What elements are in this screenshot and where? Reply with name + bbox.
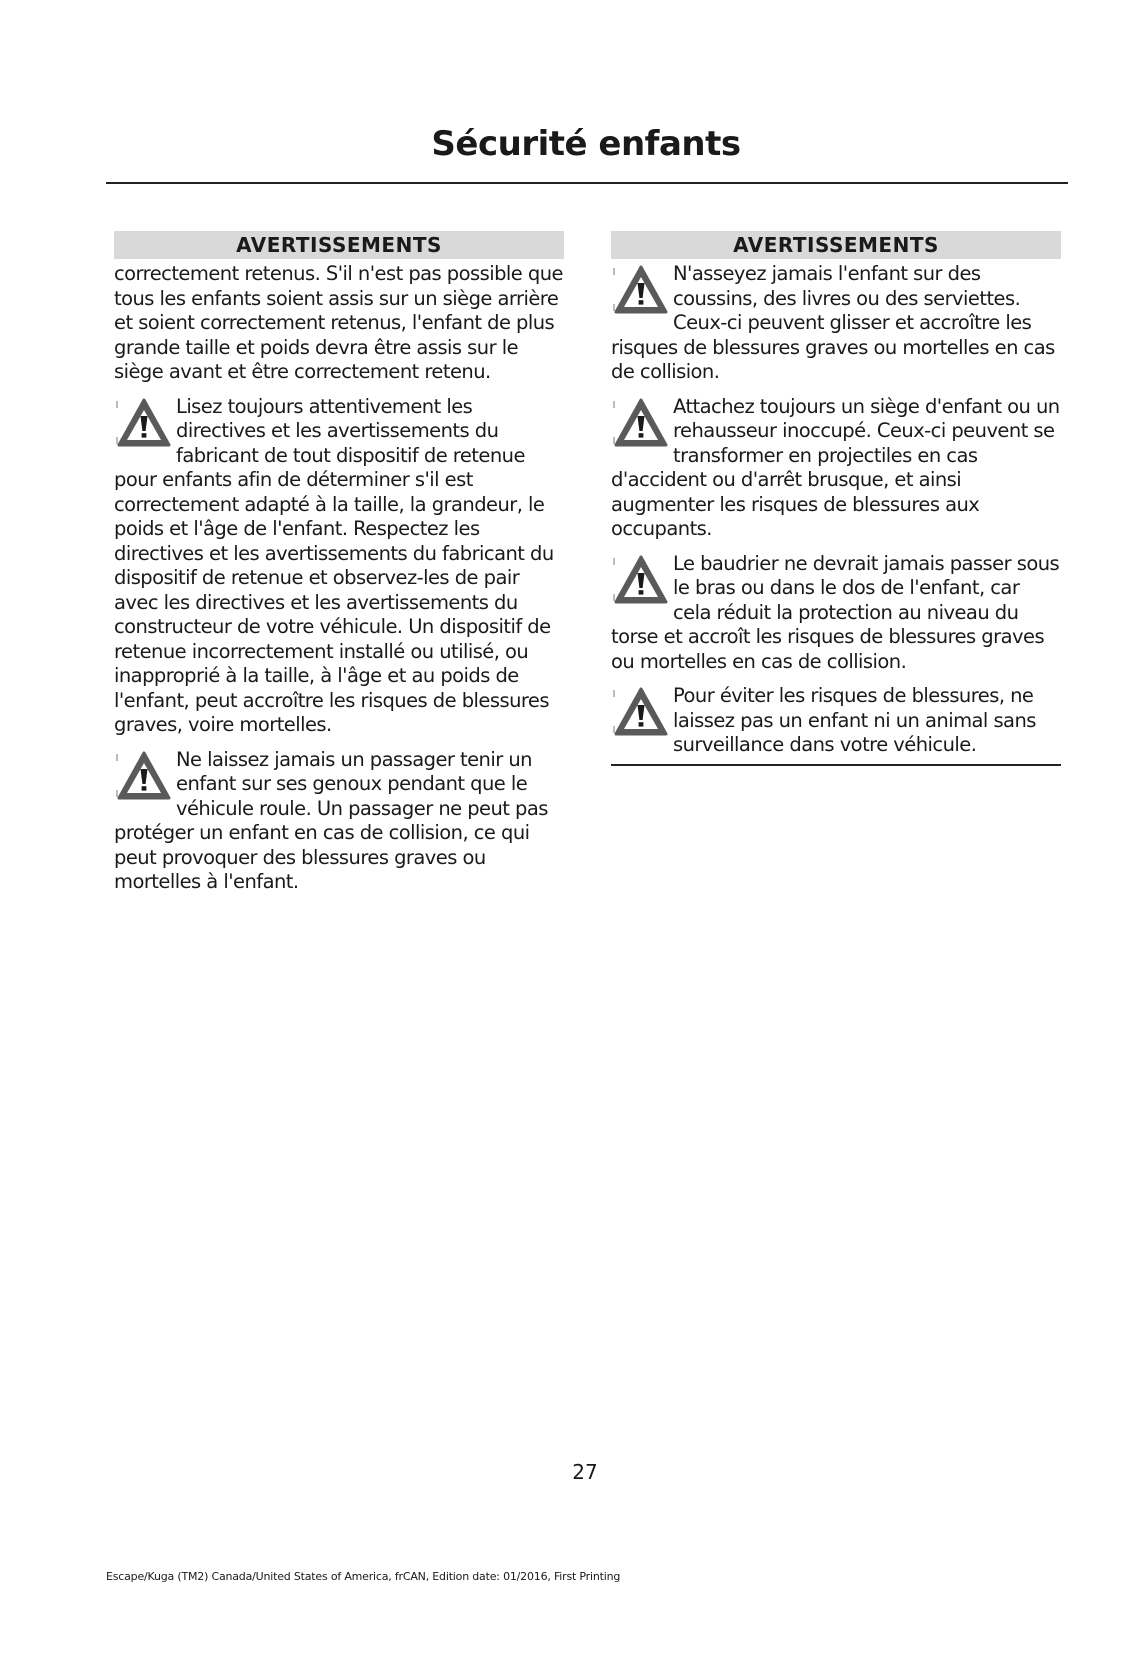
warning-triangle-icon (114, 397, 172, 455)
warning-text: Attachez toujours un siège d'enfant ou un rehausseur inoccupé. Ceux-ci peuvent se transformer en projectiles en cas d'accident ou d'arrêt brusque, et ainsi augmenter les risques de blessures aux occupants. (611, 394, 1060, 540)
warning-block (114, 748, 564, 895)
warning-triangle-icon (611, 264, 669, 322)
warning-text: Ne laissez jamais un passager tenir un enfant sur ses genoux pendant que le véhicule roule. Un passager ne peut pas protéger un enfant en cas de collision, ce qui peut provoquer des blessures graves ou mortelles à l'enfant. (114, 747, 548, 893)
warning-text: Le baudrier ne devrait jamais passer sous le bras ou dans le dos de l'enfant, car cela réduit la protection au niveau du torse et accroît les risques de blessures graves ou mortelles en cas de collision. (611, 551, 1060, 673)
right-column (611, 231, 1061, 766)
warning-block (611, 262, 1061, 385)
warning-text: Pour éviter les risques de blessures, ne laissez pas un enfant ni un animal sans surveillance dans votre véhicule. (673, 684, 1036, 756)
warning-triangle-icon (611, 554, 669, 612)
page-number: 27 (572, 1460, 598, 1484)
warning-triangle-icon (611, 686, 669, 744)
left-column (114, 231, 564, 905)
title-divider (106, 182, 1068, 184)
warning-block (611, 395, 1061, 542)
footer-edition-info: Escape/Kuga (TM2) Canada/United States of America, frCAN, Edition date: 01/2016, First Printing (106, 1570, 621, 1583)
warning-block (611, 552, 1061, 675)
intro-paragraph: correctement retenus. S'il n'est pas possible que tous les enfants soient assis sur un siège arrière et soient correctement retenus, l'enfant de plus grande taille et poids devra être assis sur le siège avant et être correctement retenu. (114, 262, 563, 383)
warning-block (611, 684, 1061, 758)
warning-triangle-icon (114, 750, 172, 808)
section-header-warnings: AVERTISSEMENTS (611, 231, 1061, 259)
section-end-divider (611, 764, 1061, 766)
warning-block (114, 395, 564, 738)
page-title: Sécurité enfants (431, 124, 741, 164)
warning-text: N'asseyez jamais l'enfant sur des coussins, des livres ou des serviettes. Ceux-ci peuvent glisser et accroître les risques de blessures graves ou mortelles en cas de collision. (611, 262, 1055, 383)
section-header-warnings: AVERTISSEMENTS (114, 231, 564, 259)
warning-triangle-icon (611, 397, 669, 455)
warning-text: Lisez toujours attentivement les directives et les avertissements du fabricant de tout dispositif de retenue pour enfants afin de déterminer s'il est correctement adapté à la taille, la grandeur, le poids et l'âge de l'enfant. Respectez les directives et les avertissements du fabricant du dispositif de retenue et observez-les de pair avec les directives et les avertissements du constructeur de votre véhicule. Un dispositif de retenue incorrectement installé ou utilisé, ou inapproprié à la taille, à l'âge et au poids de l'enfant, peut accroître les risques de blessures graves, voire mortelles. (114, 394, 554, 736)
